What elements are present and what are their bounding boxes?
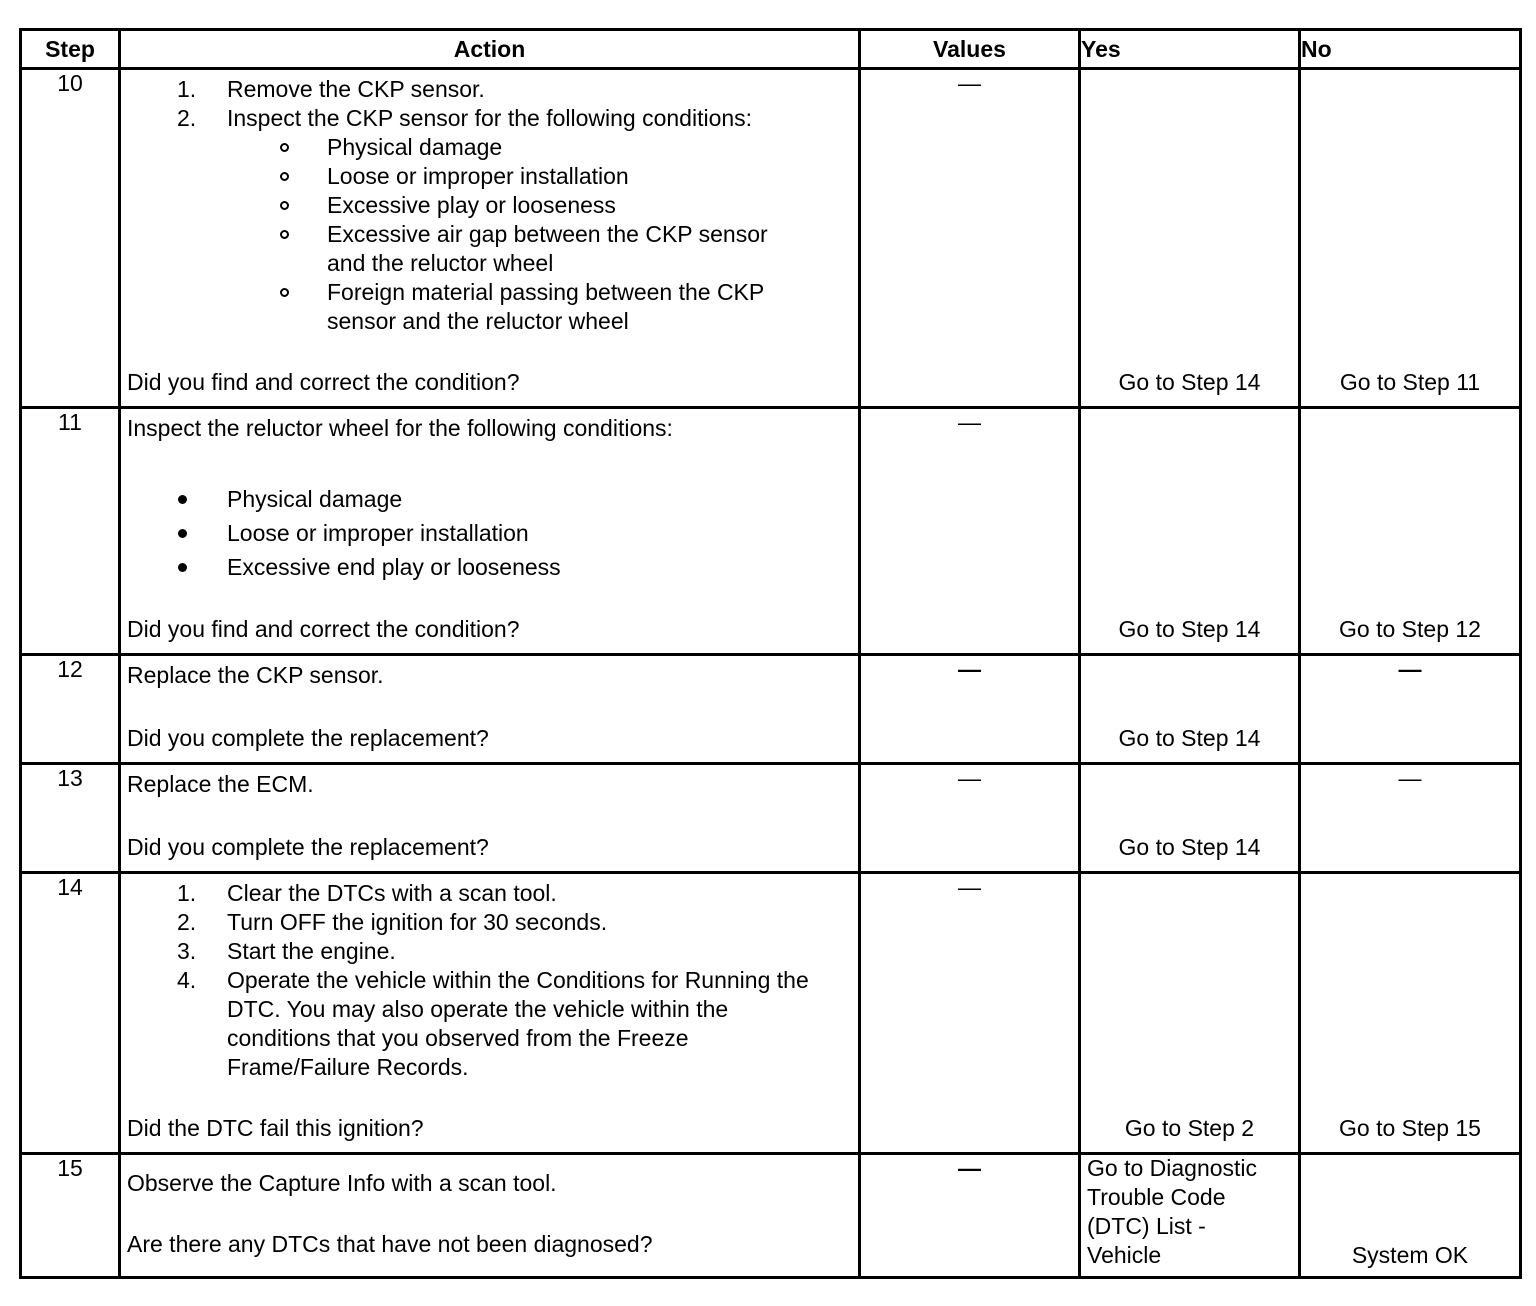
action-cell xyxy=(120,655,860,764)
yes-cell xyxy=(1080,1154,1300,1278)
bullet-icon xyxy=(178,495,187,504)
list-item: Physical damage xyxy=(227,133,850,162)
values-text: — xyxy=(958,70,981,96)
no-outcome: Go to Step 15 xyxy=(1339,1115,1481,1141)
action-cell xyxy=(120,69,860,408)
header-no: No xyxy=(1300,30,1521,69)
step-number: 12 xyxy=(21,655,120,764)
values-cell xyxy=(860,764,1080,873)
step-number: 15 xyxy=(21,1154,120,1278)
header-step: Step xyxy=(21,30,120,69)
circle-bullet-icon xyxy=(280,288,289,297)
list-item: 4. Operate the vehicle within the Conditions for Running the DTC. You may also operate the vehicle within the conditions that you observed from the Freeze Frame/Failure Records. xyxy=(177,967,809,1080)
yes-outcome: Go to Step 2 xyxy=(1124,1115,1255,1141)
intro-text: Observe the Capture Info with a scan tool. xyxy=(127,1170,557,1196)
values-cell xyxy=(860,1154,1080,1278)
list-item: Excessive end play or looseness xyxy=(127,550,850,584)
no-outcome: — xyxy=(1398,656,1422,682)
values-text: — xyxy=(958,1155,981,1181)
no-cell xyxy=(1300,69,1521,408)
circle-bullet-icon xyxy=(280,172,289,181)
step-number: 14 xyxy=(21,873,120,1154)
list-item: Excessive air gap between the CKP sensor and the reluctor wheel xyxy=(227,220,807,278)
no-outcome: — xyxy=(1398,765,1422,791)
list-item: 2. Turn OFF the ignition for 30 seconds. xyxy=(177,909,608,935)
action-cell xyxy=(120,1154,860,1278)
step-number: 13 xyxy=(21,764,120,873)
yes-cell xyxy=(1080,69,1300,408)
sub-list xyxy=(127,133,850,336)
no-cell xyxy=(1300,873,1521,1154)
table-header-row xyxy=(21,30,1521,69)
list-item: 3. Start the engine. xyxy=(177,938,396,964)
values-cell xyxy=(860,408,1080,655)
header-yes: Yes xyxy=(1080,30,1300,69)
list-item: 2. Inspect the CKP sensor for the following conditions: Physical damage Loose or improper installation Excessive play or looseness Excessive air gap between the CKP sensor and the reluctor wheel Foreign material passing between the CKP sensor and the reluctor wheel xyxy=(127,104,850,336)
header-action: Action xyxy=(120,30,860,69)
values-cell xyxy=(860,873,1080,1154)
intro-text: Inspect the reluctor wheel for the following conditions: xyxy=(127,415,673,441)
yes-outcome[interactable]: Go to Diagnostic Trouble Code (DTC) List - Vehicle xyxy=(1087,1155,1258,1268)
no-outcome: Go to Step 12 xyxy=(1339,616,1481,642)
action-cell xyxy=(120,873,860,1154)
numbered-steps xyxy=(127,879,850,1082)
yes-cell xyxy=(1080,873,1300,1154)
circle-bullet-icon xyxy=(280,230,289,239)
no-cell xyxy=(1300,764,1521,873)
question-text: Did the DTC fail this ignition? xyxy=(127,1115,424,1141)
values-text: — xyxy=(958,765,981,791)
question-text: Did you find and correct the condition? xyxy=(127,616,520,642)
bullet-icon xyxy=(178,563,187,572)
diagnostic-table xyxy=(19,28,1522,1279)
yes-outcome: Go to Step 14 xyxy=(1118,369,1261,395)
list-item: Loose or improper installation xyxy=(227,162,850,191)
list-item: 1. Remove the CKP sensor. xyxy=(177,76,485,102)
table-row xyxy=(21,408,1521,655)
yes-cell xyxy=(1080,764,1300,873)
question-text: Did you complete the replacement? xyxy=(127,725,489,751)
step-number: 10 xyxy=(21,69,120,408)
header-values: Values xyxy=(860,30,1080,69)
list-item: 1. Clear the DTCs with a scan tool. xyxy=(177,880,557,906)
table-row xyxy=(21,1154,1521,1278)
list-item: Excessive play or looseness xyxy=(227,191,850,220)
no-outcome: System OK xyxy=(1351,1242,1469,1268)
diagnostic-page xyxy=(19,28,1519,1279)
list-item: Loose or improper installation xyxy=(127,516,850,550)
numbered-steps xyxy=(127,75,850,336)
circle-bullet-icon xyxy=(280,201,289,210)
intro-text: Replace the CKP sensor. xyxy=(127,662,384,688)
list-item: Physical damage xyxy=(127,482,850,516)
action-cell xyxy=(120,408,860,655)
step-number: 11 xyxy=(21,408,120,655)
no-cell xyxy=(1300,655,1521,764)
no-cell xyxy=(1300,408,1521,655)
list-item: Foreign material passing between the CKP sensor and the reluctor wheel xyxy=(227,278,807,336)
values-cell xyxy=(860,69,1080,408)
yes-outcome: Go to Step 14 xyxy=(1118,725,1261,751)
no-outcome: Go to Step 11 xyxy=(1339,369,1481,395)
table-row xyxy=(21,655,1521,764)
values-cell xyxy=(860,655,1080,764)
yes-cell xyxy=(1080,655,1300,764)
table-row xyxy=(21,764,1521,873)
question-text: Did you find and correct the condition? xyxy=(127,369,520,395)
table-row xyxy=(21,69,1521,408)
question-text: Are there any DTCs that have not been diagnosed? xyxy=(127,1231,653,1257)
yes-cell xyxy=(1080,408,1300,655)
bullet-list xyxy=(127,482,850,584)
table-row xyxy=(21,873,1521,1154)
intro-text: Replace the ECM. xyxy=(127,771,314,797)
no-cell xyxy=(1300,1154,1521,1278)
yes-outcome: Go to Step 14 xyxy=(1118,616,1261,642)
yes-outcome: Go to Step 14 xyxy=(1118,834,1261,860)
values-text: — xyxy=(958,874,981,900)
values-text: — xyxy=(958,656,981,682)
action-cell xyxy=(120,764,860,873)
circle-bullet-icon xyxy=(280,143,289,152)
bullet-icon xyxy=(178,529,187,538)
values-text: — xyxy=(958,409,981,435)
question-text: Did you complete the replacement? xyxy=(127,834,489,860)
